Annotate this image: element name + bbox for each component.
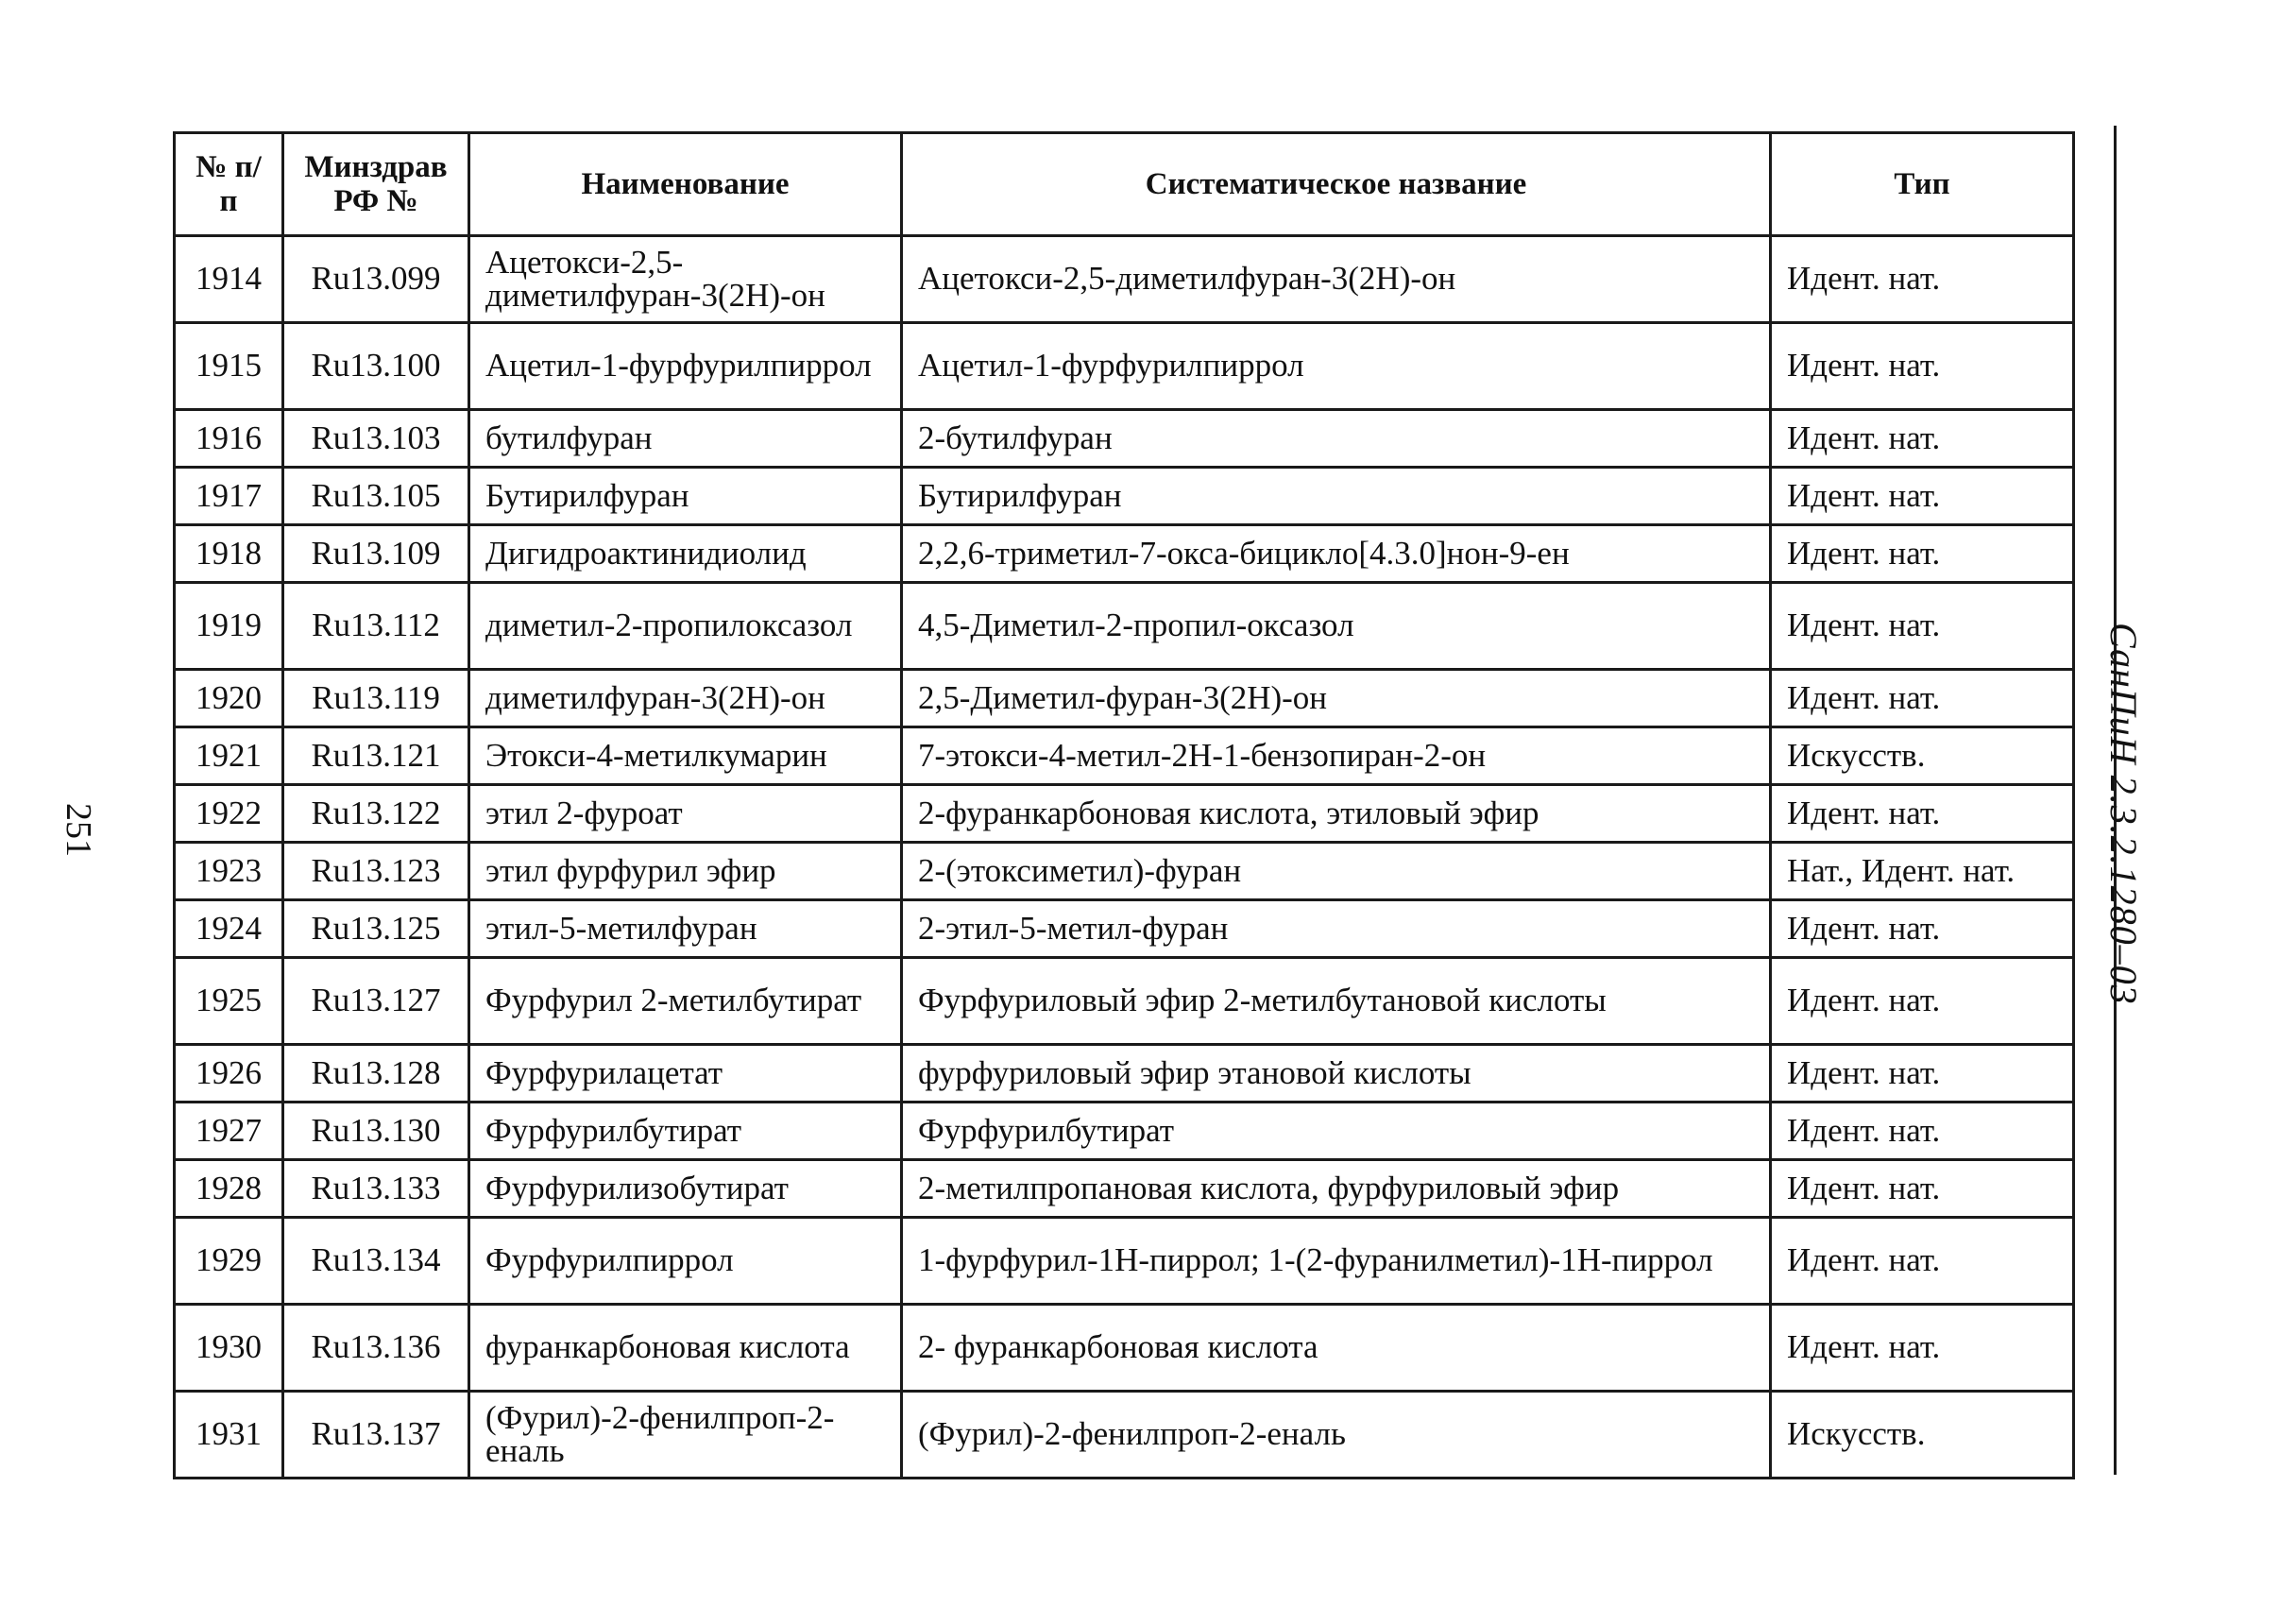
cell-number: 1926 xyxy=(175,1045,283,1103)
cell-ministry-code: Ru13.119 xyxy=(283,670,469,727)
header-ministry-code: Минздрав РФ № xyxy=(283,133,469,236)
table-row xyxy=(175,1392,2074,1479)
cell-type: Идент. нат. xyxy=(1771,525,2074,583)
cell-type: Идент. нат. xyxy=(1771,323,2074,410)
cell-name: Фурфурилбутират xyxy=(469,1103,902,1160)
table-row xyxy=(175,670,2074,727)
header-systematic-name: Систематическое название xyxy=(902,133,1771,236)
cell-type: Идент. нат. xyxy=(1771,583,2074,670)
cell-systematic-name: фурфуриловый эфир этановой кислоты xyxy=(902,1045,1771,1103)
cell-type: Идент. нат. xyxy=(1771,1218,2074,1305)
table-row xyxy=(175,323,2074,410)
cell-ministry-code: Ru13.123 xyxy=(283,843,469,900)
cell-number: 1928 xyxy=(175,1160,283,1218)
running-head: СанПиН 2.3.2.1280–03 xyxy=(2102,623,2145,1005)
cell-name: диметил-2-пропилоксазол xyxy=(469,583,902,670)
table-row xyxy=(175,236,2074,323)
cell-name: этил фурфурил эфир xyxy=(469,843,902,900)
header-number: № п/п xyxy=(175,133,283,236)
cell-number: 1917 xyxy=(175,468,283,525)
table-header-row xyxy=(175,133,2074,236)
cell-type: Идент. нат. xyxy=(1771,1305,2074,1392)
cell-systematic-name: 2- фуранкарбоновая кислота xyxy=(902,1305,1771,1392)
cell-name: фуранкарбоновая кислота xyxy=(469,1305,902,1392)
cell-type: Идент. нат. xyxy=(1771,900,2074,958)
cell-ministry-code: Ru13.130 xyxy=(283,1103,469,1160)
table-row xyxy=(175,727,2074,785)
cell-number: 1925 xyxy=(175,958,283,1045)
cell-ministry-code: Ru13.121 xyxy=(283,727,469,785)
cell-systematic-name: 2,2,6-триметил-7-окса-бицикло[4.3.0]нон-9-ен xyxy=(902,525,1771,583)
cell-number: 1915 xyxy=(175,323,283,410)
table-row xyxy=(175,1218,2074,1305)
table-row xyxy=(175,410,2074,468)
cell-number: 1927 xyxy=(175,1103,283,1160)
page-number: 251 xyxy=(59,803,98,857)
header-name: Наименование xyxy=(469,133,902,236)
cell-systematic-name: 4,5-Диметил-2-пропил-оксазол xyxy=(902,583,1771,670)
table-row xyxy=(175,900,2074,958)
cell-systematic-name: 1-фурфурил-1Н-пиррол; 1-(2-фуранилметил)-1Н-пиррол xyxy=(902,1218,1771,1305)
table-body xyxy=(175,236,2074,1479)
cell-systematic-name: 2-фуранкарбоновая кислота, этиловый эфир xyxy=(902,785,1771,843)
table-row xyxy=(175,1045,2074,1103)
cell-number: 1923 xyxy=(175,843,283,900)
table-row xyxy=(175,785,2074,843)
cell-name: Ацетил-1-фурфурилпиррол xyxy=(469,323,902,410)
cell-number: 1919 xyxy=(175,583,283,670)
header-type: Тип xyxy=(1771,133,2074,236)
cell-systematic-name: Фурфуриловый эфир 2-метилбутановой кислоты xyxy=(902,958,1771,1045)
cell-systematic-name: 2-метилпропановая кислота, фурфуриловый эфир xyxy=(902,1160,1771,1218)
cell-ministry-code: Ru13.122 xyxy=(283,785,469,843)
cell-name: Фурфурилизобутират xyxy=(469,1160,902,1218)
table-row xyxy=(175,583,2074,670)
cell-ministry-code: Ru13.134 xyxy=(283,1218,469,1305)
cell-systematic-name: 2,5-Диметил-фуран-3(2Н)-он xyxy=(902,670,1771,727)
cell-ministry-code: Ru13.112 xyxy=(283,583,469,670)
cell-ministry-code: Ru13.128 xyxy=(283,1045,469,1103)
table-row xyxy=(175,843,2074,900)
table-row xyxy=(175,958,2074,1045)
cell-number: 1924 xyxy=(175,900,283,958)
cell-type: Искусств. xyxy=(1771,1392,2074,1479)
cell-systematic-name: 2-бутилфуран xyxy=(902,410,1771,468)
cell-ministry-code: Ru13.103 xyxy=(283,410,469,468)
table-row xyxy=(175,1103,2074,1160)
cell-type: Нат., Идент. нат. xyxy=(1771,843,2074,900)
cell-name: Бутирилфуран xyxy=(469,468,902,525)
cell-number: 1921 xyxy=(175,727,283,785)
substances-table xyxy=(173,131,2075,1479)
cell-type: Идент. нат. xyxy=(1771,1045,2074,1103)
cell-number: 1920 xyxy=(175,670,283,727)
cell-systematic-name: 7-этокси-4-метил-2Н-1-бензопиран-2-он xyxy=(902,727,1771,785)
cell-type: Идент. нат. xyxy=(1771,236,2074,323)
cell-name: этил-5-метилфуран xyxy=(469,900,902,958)
cell-systematic-name: 2-этил-5-метил-фуран xyxy=(902,900,1771,958)
cell-type: Идент. нат. xyxy=(1771,958,2074,1045)
cell-type: Идент. нат. xyxy=(1771,1160,2074,1218)
cell-name: Фурфурилацетат xyxy=(469,1045,902,1103)
cell-systematic-name: Ацетокси-2,5-диметилфуран-3(2Н)-он xyxy=(902,236,1771,323)
cell-name: этил 2-фуроат xyxy=(469,785,902,843)
cell-type: Идент. нат. xyxy=(1771,1103,2074,1160)
cell-number: 1929 xyxy=(175,1218,283,1305)
cell-number: 1930 xyxy=(175,1305,283,1392)
cell-ministry-code: Ru13.127 xyxy=(283,958,469,1045)
cell-type: Идент. нат. xyxy=(1771,785,2074,843)
table-row xyxy=(175,1305,2074,1392)
cell-name: (Фурил)-2-фенилпроп-2-еналь xyxy=(469,1392,902,1479)
cell-number: 1918 xyxy=(175,525,283,583)
cell-type: Идент. нат. xyxy=(1771,410,2074,468)
table-row xyxy=(175,468,2074,525)
cell-number: 1916 xyxy=(175,410,283,468)
cell-name: Ацетокси-2,5-диметилфуран-3(2Н)-он xyxy=(469,236,902,323)
cell-name: Фурфурил 2-метилбутират xyxy=(469,958,902,1045)
cell-ministry-code: Ru13.137 xyxy=(283,1392,469,1479)
cell-ministry-code: Ru13.099 xyxy=(283,236,469,323)
cell-systematic-name: Ацетил-1-фурфурилпиррол xyxy=(902,323,1771,410)
cell-ministry-code: Ru13.105 xyxy=(283,468,469,525)
cell-systematic-name: (Фурил)-2-фенилпроп-2-еналь xyxy=(902,1392,1771,1479)
cell-ministry-code: Ru13.136 xyxy=(283,1305,469,1392)
cell-ministry-code: Ru13.100 xyxy=(283,323,469,410)
cell-ministry-code: Ru13.109 xyxy=(283,525,469,583)
cell-number: 1922 xyxy=(175,785,283,843)
table-row xyxy=(175,1160,2074,1218)
table-row xyxy=(175,525,2074,583)
cell-name: Фурфурилпиррол xyxy=(469,1218,902,1305)
cell-ministry-code: Ru13.133 xyxy=(283,1160,469,1218)
cell-name: Этокси-4-метилкумарин xyxy=(469,727,902,785)
cell-name: диметилфуран-3(2Н)-он xyxy=(469,670,902,727)
cell-number: 1914 xyxy=(175,236,283,323)
cell-type: Идент. нат. xyxy=(1771,468,2074,525)
cell-systematic-name: 2-(этоксиметил)-фуран xyxy=(902,843,1771,900)
cell-name: бутилфуран xyxy=(469,410,902,468)
cell-systematic-name: Фурфурилбутират xyxy=(902,1103,1771,1160)
cell-type: Идент. нат. xyxy=(1771,670,2074,727)
cell-type: Искусств. xyxy=(1771,727,2074,785)
cell-number: 1931 xyxy=(175,1392,283,1479)
cell-name: Дигидроактинидиолид xyxy=(469,525,902,583)
cell-systematic-name: Бутирилфуран xyxy=(902,468,1771,525)
cell-ministry-code: Ru13.125 xyxy=(283,900,469,958)
